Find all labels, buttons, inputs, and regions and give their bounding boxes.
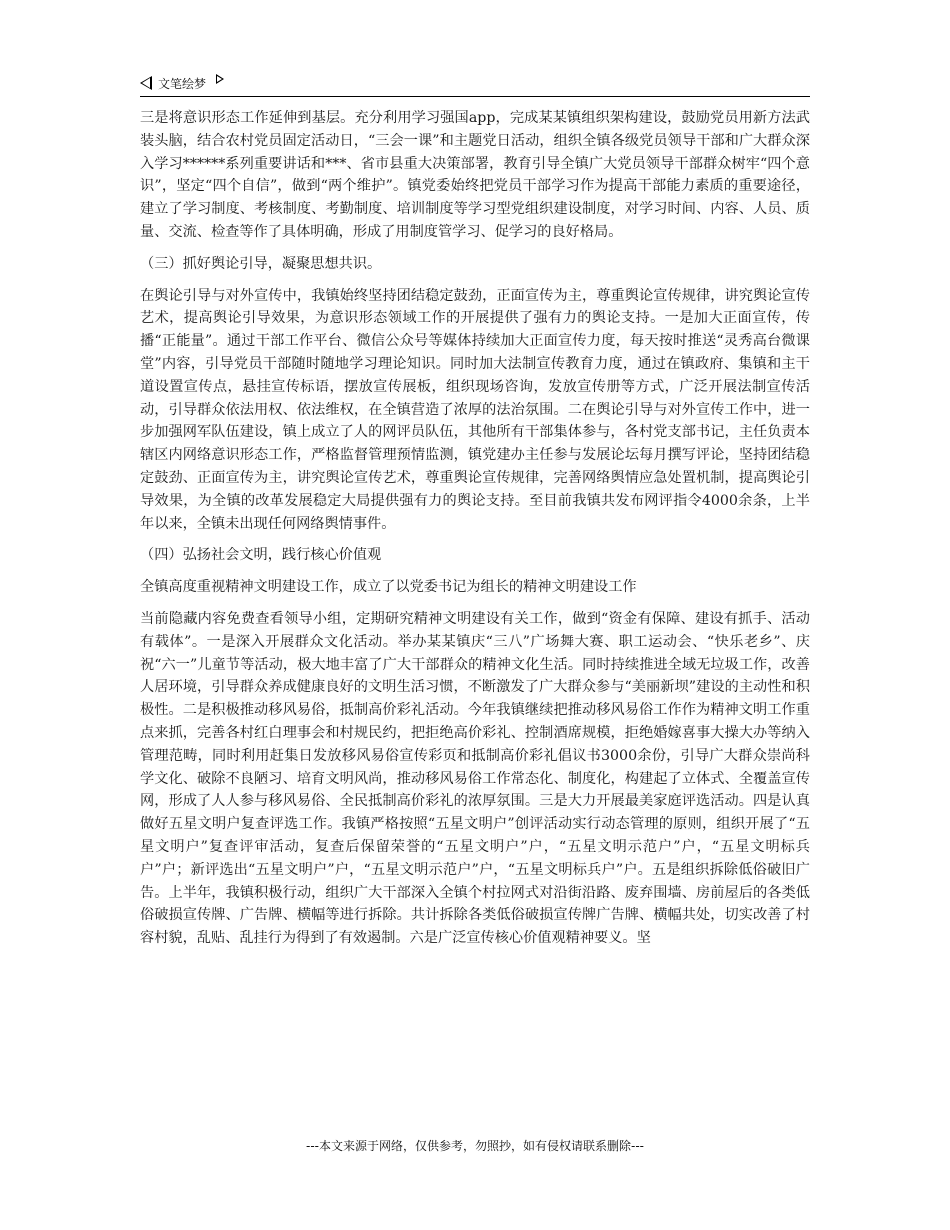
paragraph-public-opinion: 在舆论引导与对外宣传中，我镇始终坚持团结稳定鼓劲，正面宣传为主，尊重舆论宣传规律，讲究舆论宣传艺术，提高舆论引导效果，为意识形态领域工作的开展提供了强有力的舆论支持。一是加大正面宣传，传播“正能量”。通过干部工作平台、微信公众号等媒体持续加大正面宣传力度，每天按时推送“灵秀高台微课堂”内容，引导党员干部随时随地学习理论知识。同时加大法制宣传教育力度，通过在镇政府、集镇和主干道设置宣传点，悬挂宣传标语，摆放宣传展板，组织现场咨询，发放宣传册等方式，广泛开展法制宣传活动，引导群众依法用权、依法维权，在全镇营造了浓厚的法治氛围。二在舆论引导与对外宣传工作中，进一步加强网军队伍建设，镇上成立了人的网评员队伍，其他所有干部集体参与，各村党支部书记，主任负责本辖区内网络意识形态工作，严格监督管理预情监测，镇党建办主任参与发展论坛每月撰写评论，坚持团结稳定鼓劲、正面宣传为主，讲究舆论宣传艺术，尊重舆论宣传规律，完善网络舆情应急处置机制，提高舆论引导效果，为全镇的改革发展稳定大局提供强有力的舆论支持。至目前我镇共发布网评指令4000余条，上半年以来，全镇未出现任何网络舆情事件。 bbox=[140, 287, 810, 532]
page-header bbox=[140, 70, 810, 97]
header-title: 文笔绘梦 bbox=[158, 76, 207, 91]
paragraph-civilization-intro: 全镇高度重视精神文明建设工作，成立了以党委书记为组长的精神文明建设工作 bbox=[140, 579, 637, 596]
paragraph-civilization-detail: 当前隐藏内容免费查看领导小组，定期研究精神文明建设有关工作，做到“资金有保障、建设有抓手、活动有载体”。一是深入开展群众文化活动。举办某某镇庆“三八”广场舞大赛、职工运动会、“快乐老乡”、庆祝“六一”儿童节等活动，极大地丰富了广大干部群众的精神文化生活。同时持续推进全域无垃圾工作，改善人居环境，引导群众养成健康良好的文明生活习惯，不断激发了广大群众参与“美丽新坝”建设的主动性和积极性。二是积极推动移风易俗，抵制高价彩礼活动。今年我镇继续把推动移风易俗工作作为精神文明工作重点来抓，完善各村红白理事会和村规民约，把拒绝高价彩礼、控制酒席规模，拒绝婚嫁喜事大操大办等纳入管理范畴，同时利用赶集日发放移风易俗宣传彩页和抵制高价彩礼倡议书3000余份，引导广大群众崇尚科学文化、破除不良陋习、培育文明风尚，推动移风易俗工作常态化、制度化，构建起了立体式、全覆盖宣传网，形成了人人参与移风易俗、全民抵制高价彩礼的浓厚氛围。三是大力开展最美家庭评选活动。四是认真做好五星文明户复查评选工作。我镇严格按照“五星文明户”创评活动实行动态管理的原则，组织开展了“五星文明户”复查评审活动，复查后保留荣誉的“五星文明户”户，“五星文明示范户”户，“五星文明标兵户”户；新评选出“五星文明户”户，“五星文明示范户”户，“五星文明标兵户”户。五是组织拆除低俗破旧广告。上半年，我镇积极行动，组织广大干部深入全镇个村拉网式对沿街沿路、废弃围墙、房前屋后的各类低俗破损宣传牌、广告牌、横幅等进行拆除。共计拆除各类低俗破损宣传牌广告牌、横幅共处，切实改善了村容村貌，乱贴、乱挂行为得到了有效遏制。六是广泛宣传核心价值观精神要义。坚 bbox=[140, 610, 810, 947]
triangle-right-icon bbox=[216, 74, 224, 84]
section-heading-4: （四）弘扬社会文明，践行核心价值观 bbox=[140, 547, 382, 564]
section-heading-3: （三）抓好舆论引导，凝聚思想共识。 bbox=[140, 255, 382, 272]
document-body bbox=[140, 107, 810, 950]
page-footer: ---本文来源于网络，仅供参考，勿照抄，如有侵权请联系删除--- bbox=[306, 1139, 644, 1153]
paragraph-ideology-grassroots: 三是将意识形态工作延伸到基层。充分利用学习强国app，完成某某镇组织架构建设，鼓励党员用新方法武装头脑，结合农村党员固定活动日，“三会一课”和主题党日活动，组织全镇各级党员领导干部和广大群众深入学习******系列重要讲话和***、省市县重大决策部署，教育引导全镇广大党员领导干部群众树牢“四个意识”，坚定“四个自信”，做到“两个维护”。镇党委始终把党员干部学习作为提高干部能力素质的重要途径，建立了学习制度、考核制度、考勤制度、培训制度等学习型党组织建设制度，对学习时间、内容、人员、质量、交流、检查等作了具体明确，形成了用制度管学习、促学习的良好格局。 bbox=[140, 110, 810, 240]
triangle-left-icon bbox=[140, 76, 152, 90]
document-page bbox=[140, 70, 810, 959]
